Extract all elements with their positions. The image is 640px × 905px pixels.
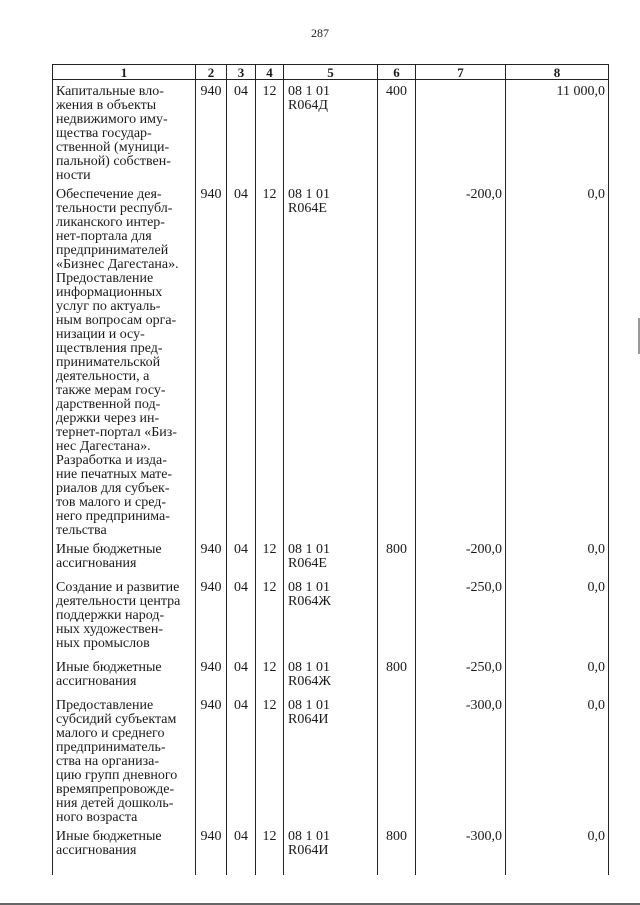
row-description-line: субсидий субъектам bbox=[56, 712, 177, 727]
subsection-code: 12 bbox=[256, 825, 284, 875]
target-article-code bbox=[284, 538, 378, 576]
row-description-line: тельности республ- bbox=[56, 201, 173, 216]
row-description bbox=[53, 825, 196, 875]
section-code: 04 bbox=[227, 825, 256, 875]
target-article-code-line: R064Ж bbox=[288, 674, 331, 689]
row-description-line: ассигнования bbox=[56, 674, 137, 689]
row-description-line: ственной (муници- bbox=[56, 140, 170, 155]
section-code: 04 bbox=[227, 183, 256, 538]
ministry-code: 940 bbox=[196, 656, 227, 694]
target-article-code-line: 08 1 01 bbox=[288, 660, 330, 675]
column-header: 8 bbox=[506, 65, 609, 80]
row-description-line: держки через ин- bbox=[56, 411, 160, 426]
column-header: 6 bbox=[378, 65, 416, 80]
section-code: 04 bbox=[227, 656, 256, 694]
target-article-code bbox=[284, 656, 378, 694]
row-description-line: него предпринима- bbox=[56, 509, 170, 524]
row-description-line: ства на организа- bbox=[56, 754, 160, 769]
row-description-line: Создание и развитие bbox=[56, 580, 180, 595]
row-description bbox=[53, 656, 196, 694]
table-row bbox=[53, 183, 609, 538]
row-description-line: «Бизнес Дагестана». bbox=[56, 257, 179, 272]
row-description-line: недвижимого иму- bbox=[56, 112, 168, 127]
table-row bbox=[53, 694, 609, 825]
target-article-code-line: R064Е bbox=[288, 201, 327, 216]
subsection-code: 12 bbox=[256, 538, 284, 576]
ministry-code: 940 bbox=[196, 576, 227, 656]
row-description-line: тов малого и сред- bbox=[56, 495, 167, 510]
ministry-code: 940 bbox=[196, 80, 227, 184]
amount-change: -250,0 bbox=[416, 576, 506, 656]
table-row bbox=[53, 825, 609, 875]
row-description-line: Разработка и изда- bbox=[56, 453, 167, 468]
amount-change bbox=[416, 80, 506, 184]
row-description-line: нет-портала для bbox=[56, 229, 152, 244]
row-description bbox=[53, 80, 196, 184]
target-article-code-line: 08 1 01 bbox=[288, 580, 330, 595]
table-header-row bbox=[53, 65, 609, 80]
target-article-code bbox=[284, 576, 378, 656]
target-article-code-line: 08 1 01 bbox=[288, 187, 330, 202]
expense-type-code: 800 bbox=[378, 538, 416, 576]
expense-type-code bbox=[378, 694, 416, 825]
row-description-line: пальной) собствен- bbox=[56, 154, 171, 169]
row-description-line: жения в объекты bbox=[56, 98, 157, 113]
table-row bbox=[53, 538, 609, 576]
row-description-line: Иные бюджетные bbox=[56, 829, 162, 844]
amount-total: 11 000,0 bbox=[506, 80, 609, 184]
row-description-line: низации и осу- bbox=[56, 327, 145, 342]
column-header: 2 bbox=[196, 65, 227, 80]
target-article-code bbox=[284, 825, 378, 875]
amount-change: -300,0 bbox=[416, 825, 506, 875]
subsection-code: 12 bbox=[256, 694, 284, 825]
row-description-line: предпринимателей bbox=[56, 243, 169, 258]
row-description-line: принимательской bbox=[56, 355, 161, 370]
table-row bbox=[53, 80, 609, 184]
row-description-line: также мерам госу- bbox=[56, 383, 166, 398]
table-body bbox=[53, 80, 609, 876]
amount-change: -200,0 bbox=[416, 538, 506, 576]
row-description-line: деятельности центра bbox=[56, 594, 181, 609]
column-header: 1 bbox=[53, 65, 196, 80]
target-article-code bbox=[284, 694, 378, 825]
row-description-line: предприниматель- bbox=[56, 740, 166, 755]
row-description-line: ния детей дошколь- bbox=[56, 796, 174, 811]
subsection-code: 12 bbox=[256, 183, 284, 538]
row-description-line: ного возраста bbox=[56, 810, 138, 825]
table-row bbox=[53, 656, 609, 694]
budget-table bbox=[52, 64, 609, 875]
row-description bbox=[53, 576, 196, 656]
row-description-line: малого и среднего bbox=[56, 726, 165, 741]
expense-type-code: 800 bbox=[378, 825, 416, 875]
row-description bbox=[53, 183, 196, 538]
expense-type-code bbox=[378, 183, 416, 538]
row-description-line: нес Дагестана». bbox=[56, 439, 151, 454]
row-description-line: Обеспечение дея- bbox=[56, 187, 162, 202]
target-article-code-line: R064И bbox=[288, 712, 329, 727]
subsection-code: 12 bbox=[256, 656, 284, 694]
row-description-line: Иные бюджетные bbox=[56, 542, 162, 557]
section-code: 04 bbox=[227, 576, 256, 656]
amount-total: 0,0 bbox=[506, 656, 609, 694]
amount-change: -300,0 bbox=[416, 694, 506, 825]
target-article-code-line: R064Е bbox=[288, 556, 327, 571]
row-description-line: ассигнования bbox=[56, 843, 137, 858]
row-description-line: риалов для субъек- bbox=[56, 481, 170, 496]
table-row bbox=[53, 576, 609, 656]
row-description-line: Предоставление bbox=[56, 698, 154, 713]
target-article-code-line: 08 1 01 bbox=[288, 829, 330, 844]
row-description-line: ликанского интер- bbox=[56, 215, 165, 230]
amount-total: 0,0 bbox=[506, 538, 609, 576]
row-description-line: ществления пред- bbox=[56, 341, 163, 356]
row-description-line: услуг по актуаль- bbox=[56, 299, 161, 314]
target-article-code bbox=[284, 183, 378, 538]
ministry-code: 940 bbox=[196, 538, 227, 576]
amount-change: -200,0 bbox=[416, 183, 506, 538]
section-code: 04 bbox=[227, 80, 256, 184]
target-article-code bbox=[284, 80, 378, 184]
target-article-code-line: 08 1 01 bbox=[288, 84, 330, 99]
row-description-line: ности bbox=[56, 168, 91, 183]
row-description-line: тельства bbox=[56, 523, 107, 538]
target-article-code-line: R064И bbox=[288, 843, 329, 858]
row-description-line: ние печатных мате- bbox=[56, 467, 173, 482]
column-header: 3 bbox=[227, 65, 256, 80]
row-description-line: ных художествен- bbox=[56, 622, 164, 637]
row-description-line: деятельности, а bbox=[56, 369, 150, 384]
row-description-line: Предоставление bbox=[56, 271, 154, 286]
subsection-code: 12 bbox=[256, 80, 284, 184]
row-description-line: ных промыслов bbox=[56, 636, 150, 651]
expense-type-code: 400 bbox=[378, 80, 416, 184]
expense-type-code bbox=[378, 576, 416, 656]
row-description-line: информационных bbox=[56, 285, 163, 300]
row-description-line: времяпрепровожде- bbox=[56, 782, 175, 797]
target-article-code-line: R064Д bbox=[288, 98, 328, 113]
section-code: 04 bbox=[227, 694, 256, 825]
amount-total: 0,0 bbox=[506, 183, 609, 538]
section-code: 04 bbox=[227, 538, 256, 576]
column-header: 5 bbox=[284, 65, 378, 80]
ministry-code: 940 bbox=[196, 183, 227, 538]
row-description-line: дарственной под- bbox=[56, 397, 161, 412]
column-header: 7 bbox=[416, 65, 506, 80]
column-header: 4 bbox=[256, 65, 284, 80]
row-description-line: тернет-портал «Биз- bbox=[56, 425, 177, 440]
target-article-code-line: R064Ж bbox=[288, 594, 331, 609]
row-description-line: ассигнования bbox=[56, 556, 137, 571]
page-number: 287 bbox=[311, 26, 329, 40]
row-description-line: ным вопросам орга- bbox=[56, 313, 177, 328]
row-description-line: щества государ- bbox=[56, 126, 152, 141]
target-article-code-line: 08 1 01 bbox=[288, 698, 330, 713]
row-description bbox=[53, 538, 196, 576]
row-description-line: поддержки народ- bbox=[56, 608, 165, 623]
amount-total: 0,0 bbox=[506, 825, 609, 875]
target-article-code-line: 08 1 01 bbox=[288, 542, 330, 557]
amount-change: -250,0 bbox=[416, 656, 506, 694]
amount-total: 0,0 bbox=[506, 576, 609, 656]
subsection-code: 12 bbox=[256, 576, 284, 656]
row-description-line: цию групп дневного bbox=[56, 768, 178, 783]
amount-total: 0,0 bbox=[506, 694, 609, 825]
row-description bbox=[53, 694, 196, 825]
row-description-line: Капитальные вло- bbox=[56, 84, 164, 99]
ministry-code: 940 bbox=[196, 694, 227, 825]
row-description-line: Иные бюджетные bbox=[56, 660, 162, 675]
ministry-code: 940 bbox=[196, 825, 227, 875]
expense-type-code: 800 bbox=[378, 656, 416, 694]
